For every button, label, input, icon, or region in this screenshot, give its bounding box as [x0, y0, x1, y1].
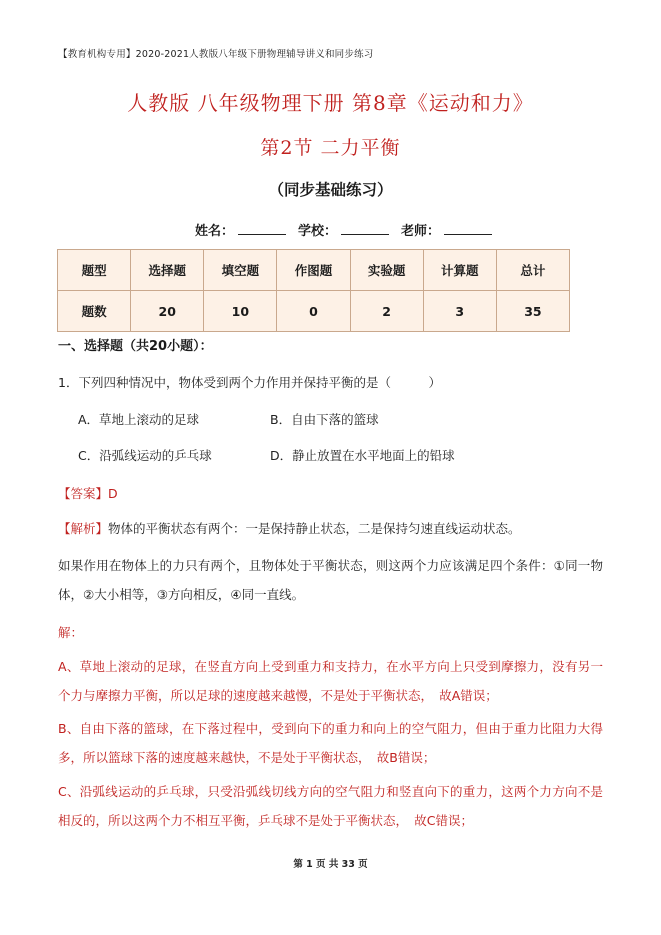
table-header-cell: 实验题 — [350, 250, 423, 291]
table-cell: 10 — [204, 291, 277, 332]
solution-b: B、自由下落的篮球，在下落过程中，受到向下的重力和向上的空气阻力，但由于重力比阻力大得多，所以篮球下落的速度越来越快，不是处于平衡状态， 故B错误； — [58, 721, 603, 765]
student-info-line — [195, 220, 504, 239]
table-header-cell: 题型 — [58, 250, 131, 291]
header-note: 【教育机构专用】2020-2021人教版八年级下册物理辅导讲义和同步练习 — [58, 49, 374, 60]
option-a: A．草地上滚动的足球 — [78, 412, 200, 427]
table-cell: 35 — [496, 291, 569, 332]
analysis-label: 【解析】 — [58, 521, 109, 536]
question-stem: 1．下列四种情况中，物体受到两个力作用并保持平衡的是（ ） — [58, 375, 441, 390]
option-c: C．沿弧线运动的乒乓球 — [78, 448, 212, 463]
solution-a: A、草地上滚动的足球，在竖直方向上受到重力和支持力，在水平方向上只受到摩擦力，没有另一个力与摩擦力平衡，所以足球的速度越来越慢，不是处于平衡状态， 故A错误； — [58, 659, 603, 703]
option-b: B．自由下落的篮球 — [270, 412, 379, 427]
table-header-cell: 作图题 — [277, 250, 350, 291]
teacher-blank[interactable] — [444, 220, 492, 235]
table-row — [58, 291, 570, 332]
table-cell: 3 — [423, 291, 496, 332]
solution-c: C、沿弧线运动的乒乓球，只受沿弧线切线方向的空气阻力和竖直向下的重力，这两个力方向不是相反的，所以这两个力不相互平衡，乒乓球不是处于平衡状态， 故C错误； — [58, 784, 603, 828]
answer-label: 【答案】 — [58, 486, 109, 501]
table-header-cell: 选择题 — [131, 250, 204, 291]
school-label: 学校： — [298, 224, 338, 239]
analysis-line — [58, 514, 603, 543]
option-d: D．静止放置在水平地面上的铅球 — [270, 448, 455, 463]
table-row-label: 题数 — [58, 291, 131, 332]
table-header-row — [58, 250, 570, 291]
condition-paragraph: 如果作用在物体上的力只有两个，且物体处于平衡状态，则这两个力应该满足四个条件：①同一物体，②大小相等，③方向相反，④同一直线。 — [58, 558, 603, 602]
answer-value: D — [108, 486, 118, 501]
question-count-table — [57, 249, 570, 332]
name-label: 姓名： — [195, 224, 235, 239]
practice-label: （同步基础练习） — [268, 181, 393, 199]
table-cell: 0 — [277, 291, 350, 332]
table-cell: 2 — [350, 291, 423, 332]
analysis-text: 物体的平衡状态有两个：一是保持静止状态，二是保持匀速直线运动状态。 — [108, 521, 521, 536]
name-blank[interactable] — [238, 220, 286, 235]
table-header-cell: 总计 — [496, 250, 569, 291]
document-title: 人教版 八年级物理下册 第8章《运动和力》 — [127, 91, 534, 115]
table-header-cell: 填空题 — [204, 250, 277, 291]
solution-label: 解： — [58, 625, 84, 640]
answer-line — [58, 484, 118, 502]
school-blank[interactable] — [341, 220, 389, 235]
table-header-cell: 计算题 — [423, 250, 496, 291]
teacher-label: 老师： — [401, 224, 441, 239]
table-cell: 20 — [131, 291, 204, 332]
section-subtitle: 第2节 二力平衡 — [260, 137, 401, 159]
section-title: 一、选择题（共20小题）： — [58, 339, 213, 354]
page-footer: 第 1 页 共 33 页 — [293, 859, 368, 870]
